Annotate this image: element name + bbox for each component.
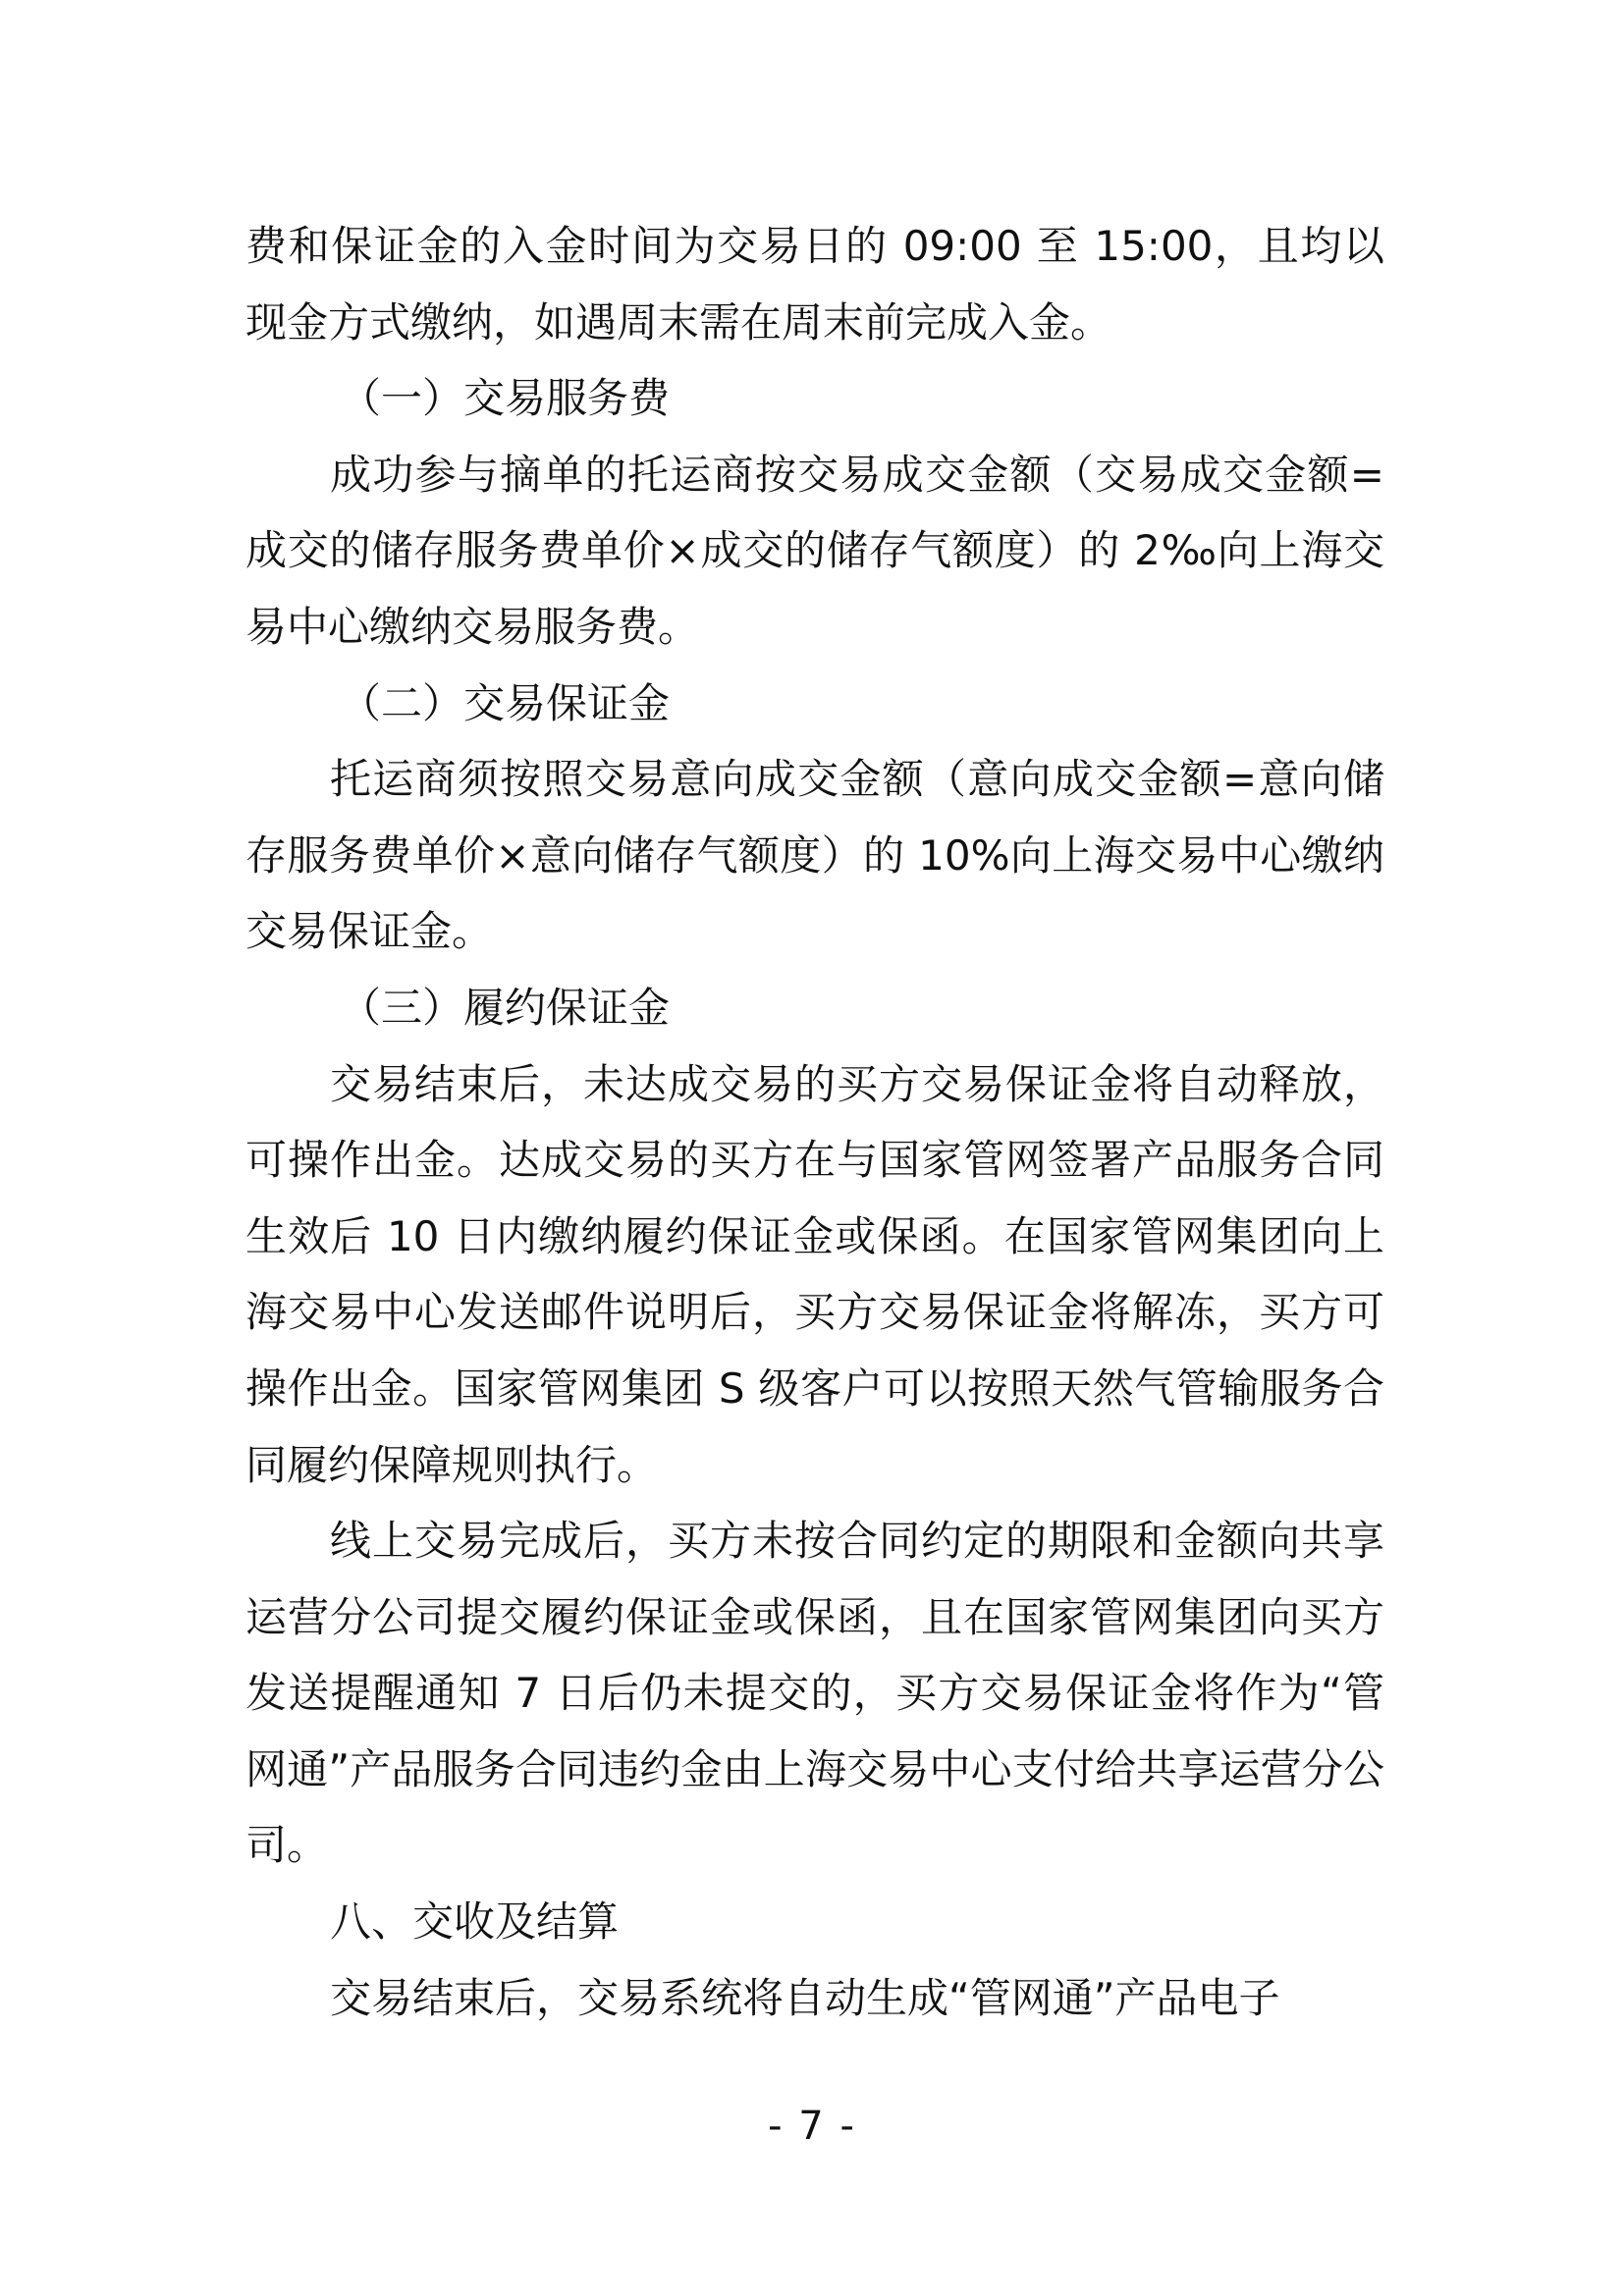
heading-delivery-settlement: 八、交收及结算	[330, 1897, 620, 1947]
paragraph-deposit-time: 费和保证金的入金时间为交易日的 09:00 至 15:00，且均以现金方式缴纳，如遇周末需在周末前完成入金。	[245, 222, 1384, 347]
heading-performance-deposit: （三）履约保证金	[340, 983, 671, 1032]
heading-transaction-service-fee: （一）交易服务费	[340, 374, 671, 423]
paragraph-service-fee: 成功参与摘单的托运商按交易成交金额（交易成交金额=成交的储存服务费单价×成交的储存气额度）的 2‰向上海交易中心缴纳交易服务费。	[245, 450, 1384, 651]
paragraph-transaction-deposit: 托运商须按照交易意向成交金额（意向成交金额=意向储存服务费单价×意向储存气额度）的 10%向上海交易中心缴纳交易保证金。	[245, 755, 1384, 956]
paragraph-performance-deposit: 交易结束后，未达成交易的买方交易保证金将自动释放，可操作出金。达成交易的买方在与国家管网签署产品服务合同生效后 10 日内缴纳履约保证金或保函。在国家管网集团向上海交易中心发送邮件说明后，买方交易保证金将解冻，买方可操作出金。国家管网集团 S 级客户可以按照天然气管输服务合同履约保障规则执行。	[245, 1059, 1384, 1489]
page-number: - 7 -	[768, 2104, 856, 2149]
heading-transaction-deposit: （二）交易保证金	[340, 678, 671, 727]
paragraph-settlement: 交易结束后，交易系统将自动生成“管网通”产品电子	[330, 1973, 1280, 2022]
paragraph-default-penalty: 线上交易完成后，买方未按合同约定的期限和金额向共享运营分公司提交履约保证金或保函，且在国家管网集团向买方发送提醒通知 7 日后仍未提交的，买方交易保证金将作为“管网通”产品服务合同违约金由上海交易中心支付给共享运营分公司。	[245, 1517, 1384, 1870]
document-body	[245, 208, 1384, 2036]
